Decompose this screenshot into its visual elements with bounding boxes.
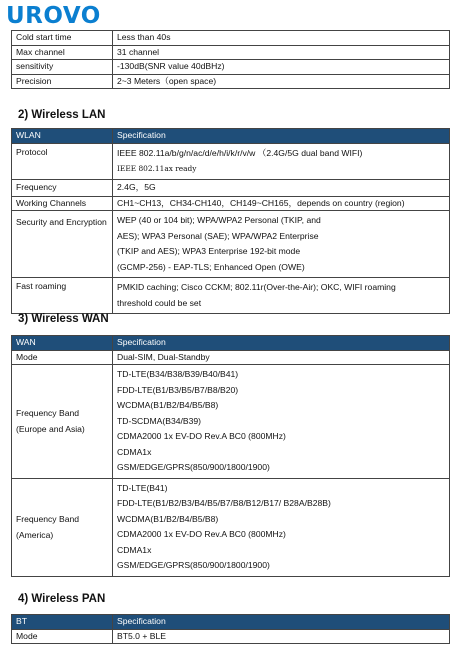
value-line: GSM/EDGE/GPRS(850/900/1800/1900) <box>117 560 270 570</box>
value-line: WCDMA(B1/B2/B4/B5/B8) <box>117 513 219 524</box>
table-row <box>12 365 450 479</box>
wwan-spec-table <box>11 335 450 577</box>
row-label: Working Channels <box>12 196 113 211</box>
table-row <box>12 350 450 365</box>
urovo-logo: UROVO <box>6 3 101 29</box>
row-label: Mode <box>12 629 113 644</box>
value-line: AES); WPA3 Personal (SAE); WPA/WPA2 Enterprise <box>117 230 319 241</box>
header-cell: Specification <box>113 129 450 144</box>
row-label: Frequency Band (Europe and Asia) <box>12 365 113 479</box>
row-label: Security and Encryption <box>12 211 113 278</box>
row-value <box>113 365 450 479</box>
row-label: Fast roaming <box>12 278 113 314</box>
wlan-spec-table <box>11 128 450 314</box>
header-cell: WLAN <box>12 129 113 144</box>
value-line: IEEE 802.11a/b/g/n/ac/d/e/h/i/k/r/v/w （2.4G/5G dual band WIFI) <box>117 147 363 158</box>
value-line: CDMA2000 1x EV-DO Rev.A BC0 (800MHz) <box>117 529 286 539</box>
table-row <box>12 31 450 46</box>
value-line: FDD-LTE(B1/B3/B5/B7/B8/B20) <box>117 384 239 395</box>
value-line: IEEE 802.11ax ready <box>117 164 197 173</box>
value-line: FDD-LTE(B1/B2/B3/B4/B5/B7/B8/B12/B17/ B28A/B28B) <box>117 498 331 508</box>
row-label: Mode <box>12 350 113 365</box>
value-line: WEP (40 or 104 bit); WPA/WPA2 Personal (TKIP, and <box>117 215 321 225</box>
value-line: threshold could be set <box>117 297 202 308</box>
row-label: Precision <box>12 74 113 89</box>
value-line: GSM/EDGE/GPRS(850/900/1800/1900) <box>117 462 270 472</box>
value-line: (GCMP-256) - EAP-TLS; Enhanced Open (OWE) <box>117 261 305 272</box>
value-line: PMKID caching; Cisco CCKM; 802.11r(Over-the-Air); OKC, WIFI roaming <box>117 282 396 292</box>
value-line: TD-LTE(B41) <box>117 482 168 493</box>
gps-spec-table <box>11 30 450 89</box>
row-value: 2.4G，5G <box>113 179 450 196</box>
table-row <box>12 629 450 644</box>
header-cell: Specification <box>113 336 450 351</box>
value-line: TD-LTE(B34/B38/B39/B40/B41) <box>117 369 239 379</box>
value-line: CDMA1x <box>117 544 152 555</box>
table-header-row <box>12 336 450 351</box>
section-title-wireless-lan: 2) Wireless LAN <box>18 109 106 121</box>
row-value: Dual-SIM, Dual-Standby <box>113 350 450 365</box>
section-title-wireless-pan: 4) Wireless PAN <box>18 593 106 605</box>
row-value: 31 channel <box>113 45 450 60</box>
row-label: Max channel <box>12 45 113 60</box>
table-row <box>12 60 450 75</box>
row-value: -130dB(SNR value 40dBHz) <box>113 60 450 75</box>
row-label: Frequency Band (America) <box>12 478 113 576</box>
table-row <box>12 278 450 314</box>
row-label: Cold start time <box>12 31 113 46</box>
value-line: WCDMA(B1/B2/B4/B5/B8) <box>117 400 219 410</box>
table-row <box>12 211 450 278</box>
row-label: sensitivity <box>12 60 113 75</box>
table-header-row <box>12 615 450 630</box>
row-value <box>113 478 450 576</box>
value-line: (TKIP and AES); WPA3 Enterprise 192-bit mode <box>117 246 301 256</box>
table-row <box>12 196 450 211</box>
row-label: Frequency <box>12 179 113 196</box>
value-line: CDMA2000 1x EV-DO Rev.A BC0 (800MHz) <box>117 431 286 441</box>
row-value: Less than 40s <box>113 31 450 46</box>
row-label: Protocol <box>12 143 113 179</box>
row-value: 2~3 Meters（open space) <box>113 74 450 89</box>
header-cell: BT <box>12 615 113 630</box>
wpan-spec-table <box>11 614 450 644</box>
row-value <box>113 143 450 179</box>
table-row <box>12 45 450 60</box>
header-cell: Specification <box>113 615 450 630</box>
table-row <box>12 179 450 196</box>
section-title-wireless-wan: 3) Wireless WAN <box>18 313 109 325</box>
table-header-row <box>12 129 450 144</box>
row-value <box>113 211 450 278</box>
row-value: CH1~CH13，CH34-CH140，CH149~CH165，depends on country (region) <box>113 196 450 211</box>
table-row <box>12 478 450 576</box>
value-line: CDMA1x <box>117 446 152 457</box>
table-row <box>12 74 450 89</box>
row-value <box>113 278 450 314</box>
row-value: BT5.0 + BLE <box>113 629 450 644</box>
header-cell: WAN <box>12 336 113 351</box>
table-row <box>12 143 450 179</box>
value-line: TD-SCDMA(B34/B39) <box>117 415 202 426</box>
